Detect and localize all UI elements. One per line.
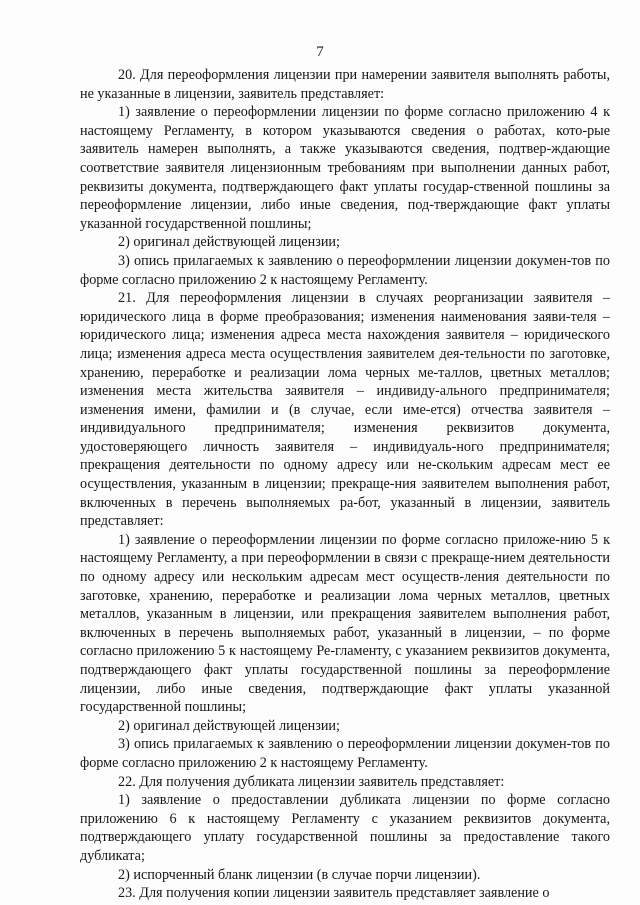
paragraph-21-item-3: 3) опись прилагаемых к заявлению о переоформлении лицензии докумен-тов по форме согласно приложению 2 к настоящему Регламенту. bbox=[80, 736, 610, 771]
paragraph-22-item-1: 1) заявление о предоставлении дубликата лицензии по форме согласно приложению 6 к настоящему Регламенту с указанием реквизитов документа, подтверждающего уплату государственной пошлины за предоставление такого дубликата; bbox=[80, 792, 610, 864]
paragraph-20-item-3: 3) опись прилагаемых к заявлению о переоформлении лицензии докумен-тов по форме согласно приложению 2 к настоящему Регламенту. bbox=[80, 252, 610, 288]
paragraph-20: 20. Для переоформления лицензии при намерении заявителя выполнять работы, не указанные в лицензии, заявитель представляет: bbox=[80, 67, 610, 102]
paragraph-22: 22. Для получения дубликата лицензии заявитель представляет: bbox=[118, 773, 505, 790]
paragraph-20-item-2: 2) оригинал действующей лицензии; bbox=[118, 234, 340, 251]
paragraph-21-item-2: 2) оригинал действующей лицензии; bbox=[118, 717, 340, 734]
document-body bbox=[80, 66, 610, 903]
paragraph-20-item-1: 1) заявление о переоформлении лицензии по форме согласно приложению 4 к настоящему Регламенту, в котором указываются сведения о работах, кото-рые заявитель намерен выполнять, а также указываются сведения, подтвер-ждающие соответствие заявителя лицензионным требованиям при выполнении данных работ, реквизиты документа, подтверждающего факт уплаты государ-ственной пошлины за переоформление лицензии, либо иные сведения, под-тверждающие факт уплаты указанной государственной пошлины; bbox=[80, 104, 610, 232]
paragraph-21: 21. Для переоформления лицензии в случаях реорганизации заявителя – юридического лица в форме преобразования; изменения наименования заяви-теля – юридического лица; изменения адреса места нахождения заявителя – юридического лица; изменения адреса места осуществления заявителем дея-тельности по заготовке, хранению, переработке и реализации лома черных ме-таллов, цветных металлов; изменения места жительства заявителя – индивиду-ального предпринимателя; изменения имени, фамилии и (в случае, если име-ется) отчества заявителя – индивидуального предпринимателя; изменения реквизитов документа, удостоверяющего личность заявителя – индивидуаль-ного предпринимателя; прекращения деятельности по одному адресу или не-скольким адресам мест ее осуществления, указанным в лицензии; прекраще-ния заявителем выполнения работ, включенных в перечень выполняемых ра-бот, указанный в лицензии, заявитель представляет: bbox=[80, 290, 610, 530]
paragraph-23: 23. Для получения копии лицензии заявитель представляет заявление о bbox=[118, 885, 550, 902]
page-number: 7 bbox=[316, 44, 324, 60]
paragraph-21-item-1: 1) заявление о переоформлении лицензии по форме согласно приложе-нию 5 к настоящему Регламенту, а при переоформлении в связи с прекраще-нием деятельности по одному адресу или нескольким адресам мест осуществ-ления деятельности по заготовке, хранению, переработке и реализации лома черных металлов, цветных металлов, указанным в лицензии, или прекращения заявителем выполнения работ, включенных в перечень выполняемых работ, указанный в лицензии, – по форме согласно приложению 5 к настоящему Ре-гламенту, с указанием реквизитов документа, подтверждающего факт уплаты государственной пошлины за переоформление лицензии, либо иные сведения, подтверждающие факт уплаты указанной государственной пошлины; bbox=[80, 531, 610, 716]
paragraph-22-item-2: 2) испорченный бланк лицензии (в случае порчи лицензии). bbox=[118, 866, 481, 883]
